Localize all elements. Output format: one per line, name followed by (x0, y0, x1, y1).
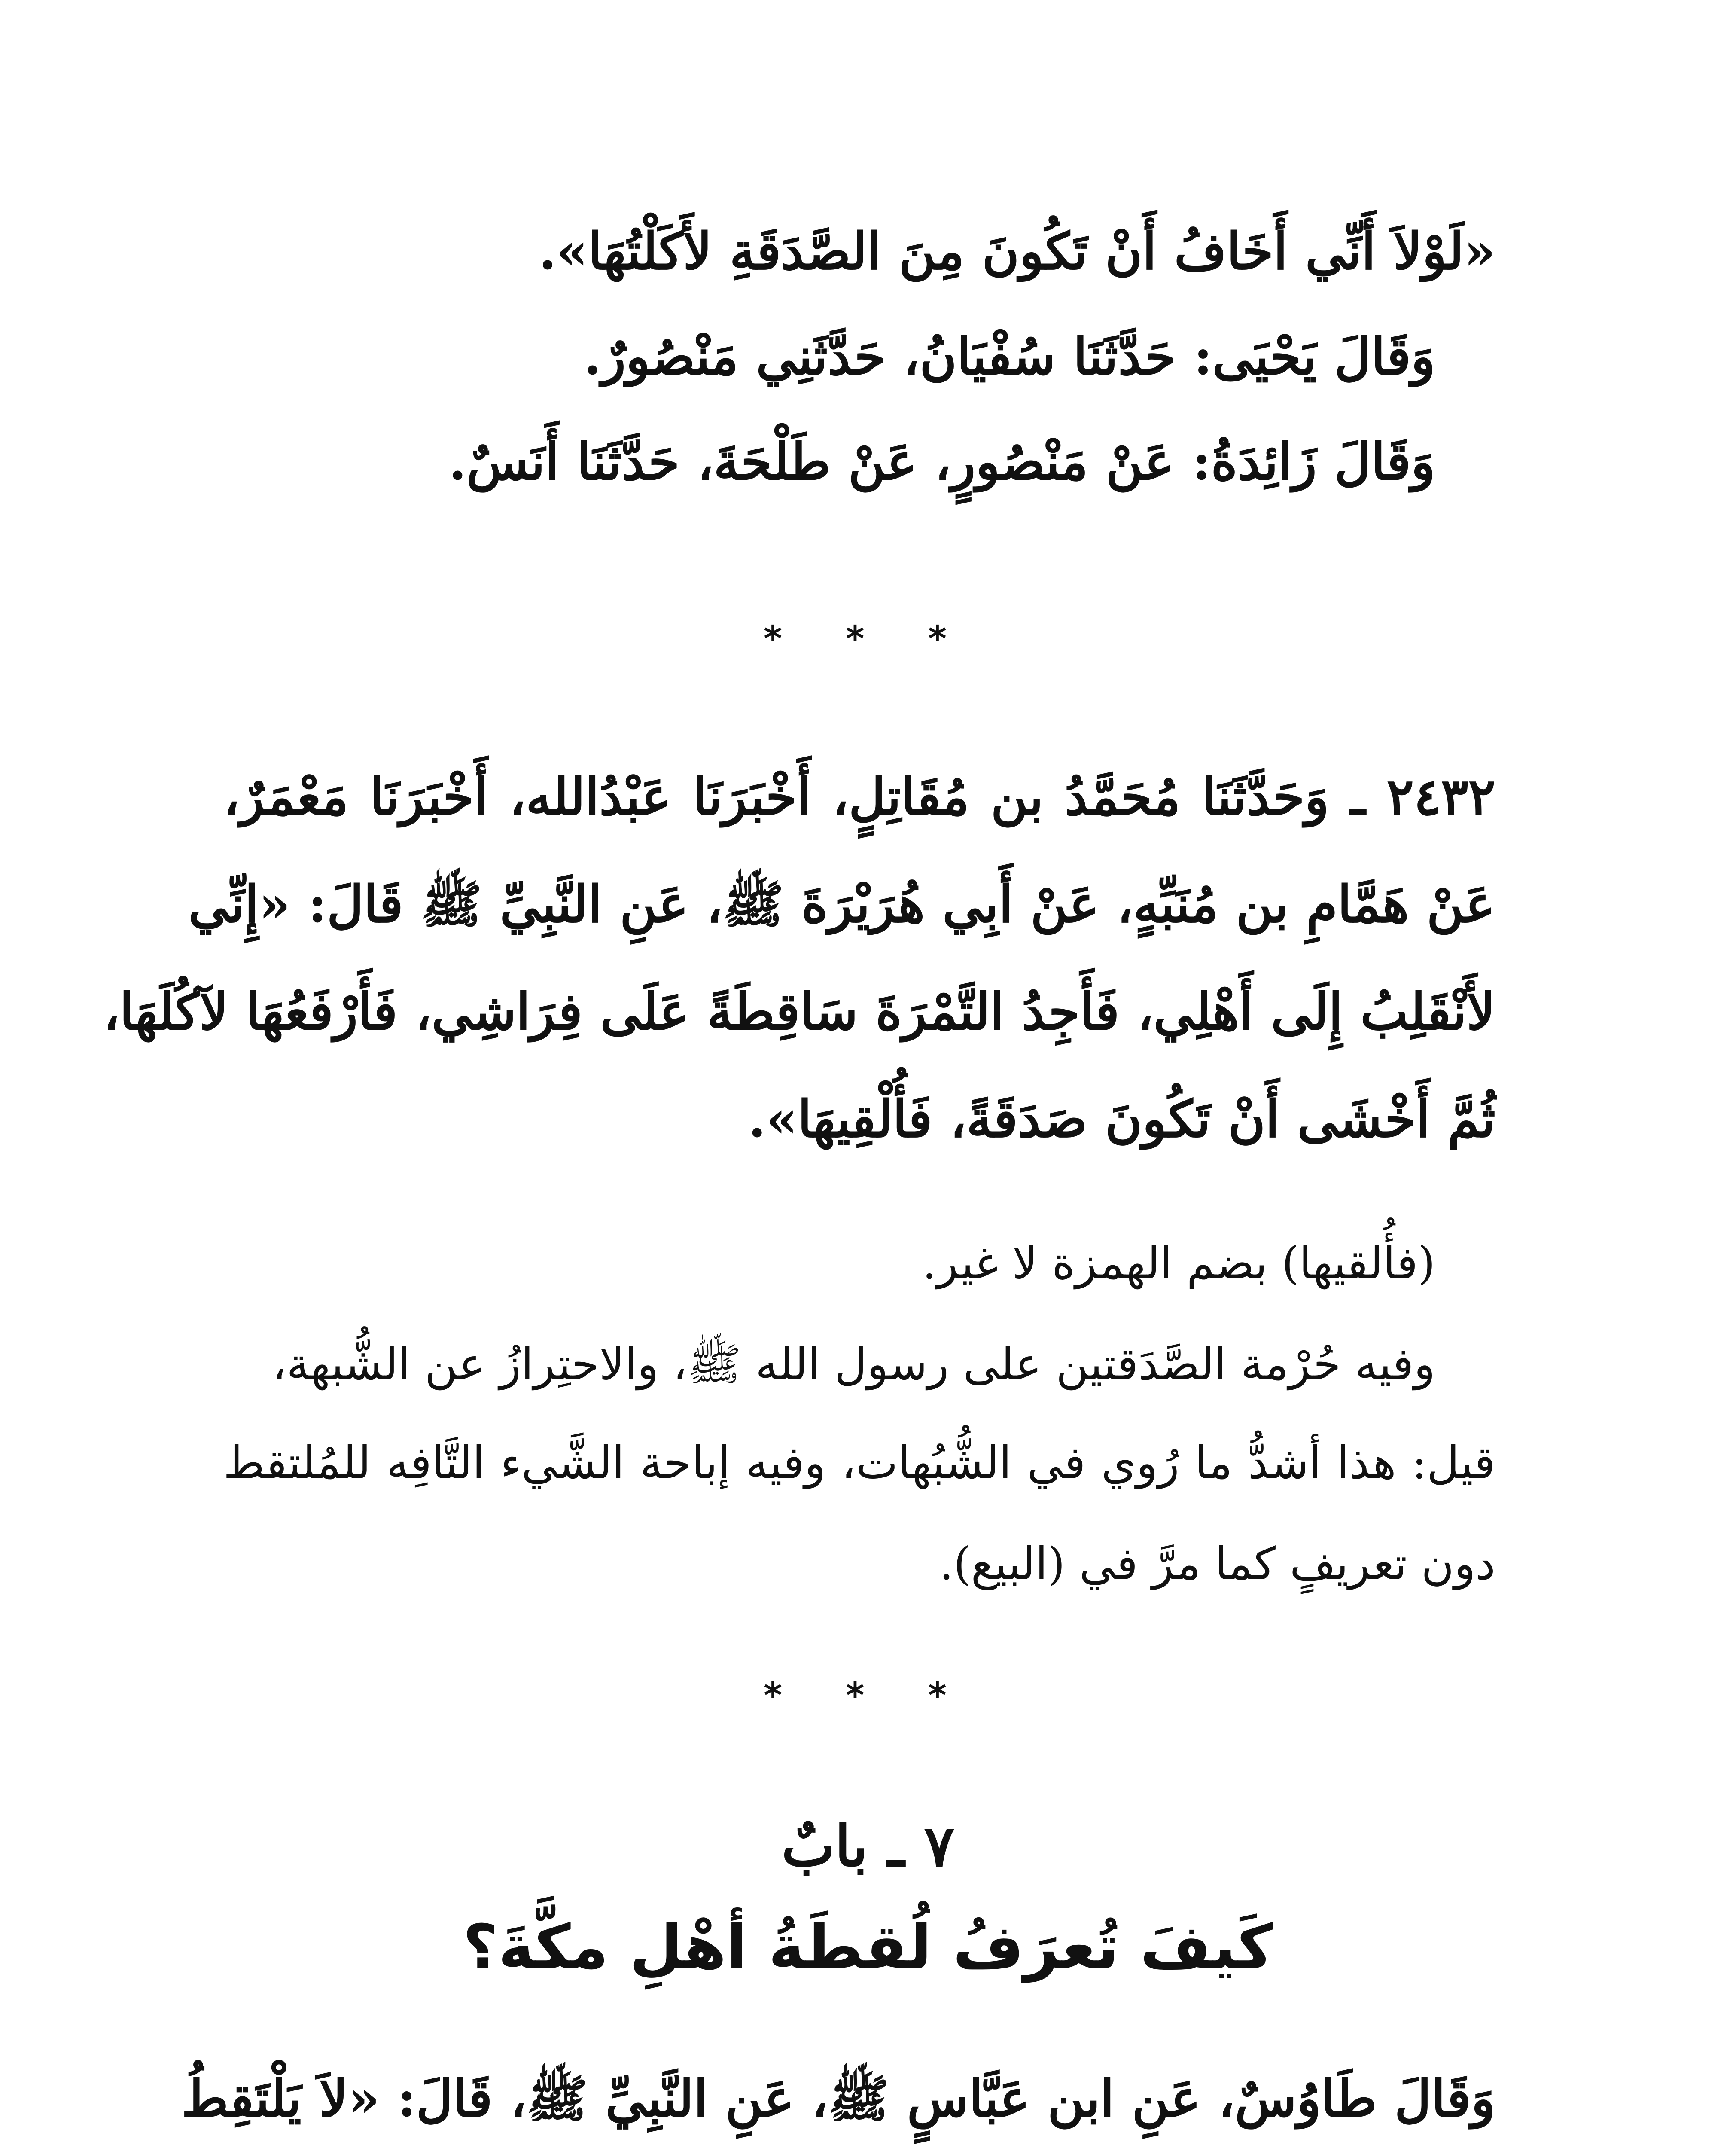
section-separator: * * * (764, 1675, 972, 1716)
text-line: «لَوْلاَ أَنِّي أَخَافُ أَنْ تَكُونَ مِنَ الصَّدَقَةِ لأَكَلْتُهَا». (539, 221, 1495, 281)
commentary-line: قيل: هذا أشدُّ ما رُوي في الشُّبُهات، وفيه إباحة الشَّيء التَّافِه للمُلتقط (223, 1437, 1495, 1489)
hadith-line: عَنْ هَمَّامِ بن مُنَبِّهٍ، عَنْ أَبِي هُرَيْرَةَ ﷺ، عَنِ النَّبِيِّ ﷺ قَالَ: «إِنِّي (188, 874, 1495, 934)
commentary-line: دون تعريفٍ كما مرَّ في (البيع). (939, 1538, 1495, 1590)
chapter-title: كَيفَ تُعرَفُ لُقطَةُ أهْلِ مكَّةَ؟ (463, 1912, 1273, 1983)
text-line: وَقَالَ يَحْيَى: حَدَّثَنَا سُفْيَانُ، حَدَّثَنِي مَنْصُورٌ. (583, 326, 1435, 386)
commentary-line: (فأُلقيها) بضم الهمزة لا غير. (922, 1237, 1435, 1289)
chapter-number: ٧ ـ بابٌ (781, 1813, 955, 1880)
hadith-line: ثُمَّ أَخْشَى أَنْ تَكُونَ صَدَقَةً، فَأُلْقِيهَا». (748, 1089, 1495, 1149)
section-separator: * * * (764, 619, 972, 659)
text-line: وَقَالَ زَائِدَةُ: عَنْ مَنْصُورٍ، عَنْ طَلْحَةَ، حَدَّثَنَا أَنَسٌ. (448, 432, 1435, 491)
hadith-line: ٢٤٣٢ ـ وَحَدَّثَنَا مُحَمَّدُ بن مُقَاتِلٍ، أَخْبَرَنَا عَبْدُالله، أَخْبَرَنَا مَعْمَرٌ، (223, 767, 1496, 827)
chapter-text-line: وَقَالَ طَاوُسٌ، عَنِ ابن عَبَّاسٍ ﷺ، عَنِ النَّبِيِّ ﷺ، قَالَ: «لاَ يَلْتَقِطُ (181, 2069, 1495, 2128)
commentary-line: وفيه حُرْمة الصَّدَقتين على رسول الله ﷺ، والاحتِرازُ عن الشُّبهة، (272, 1338, 1435, 1390)
hadith-line: لأَنْقَلِبُ إِلَى أَهْلِي، فَأَجِدُ التَّمْرَةَ سَاقِطَةً عَلَى فِرَاشِي، فَأَرْفَعُهَا لآكُلَهَا، (103, 982, 1495, 1041)
